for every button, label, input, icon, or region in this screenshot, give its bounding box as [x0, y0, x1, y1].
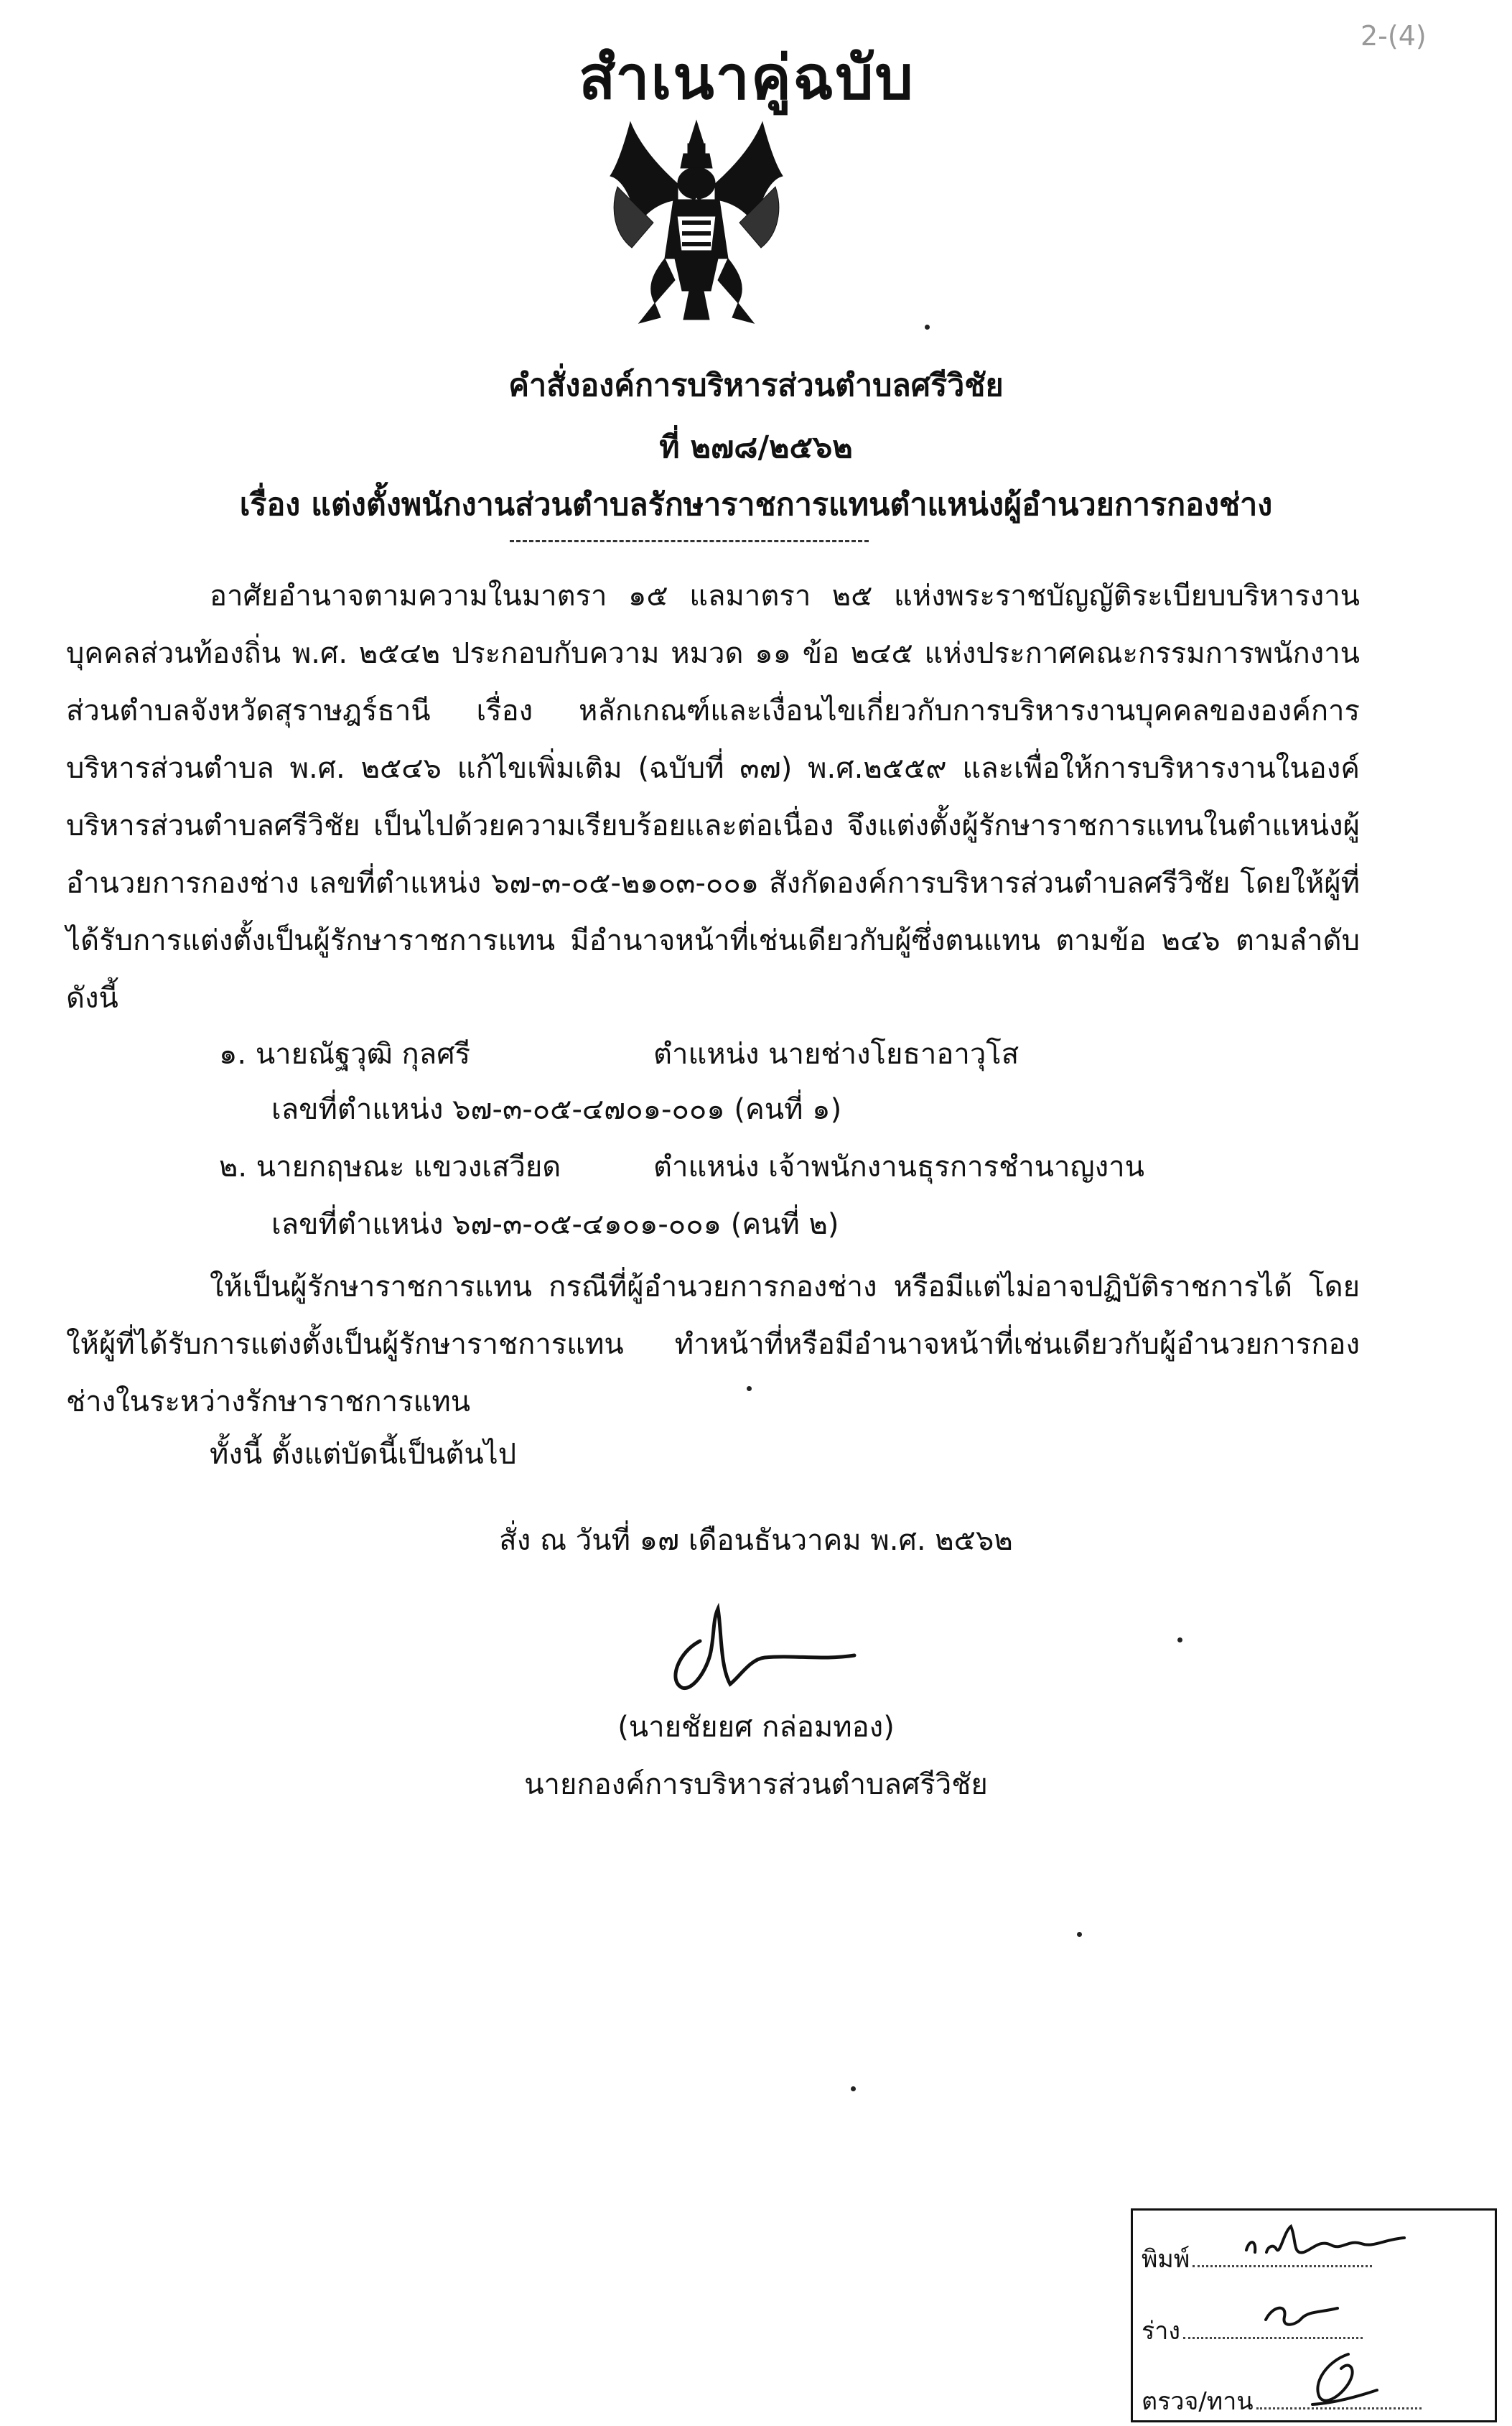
body-paragraph-2: ให้เป็นผู้รักษาราชการแทน กรณีที่ผู้อำนวยการกองช่าง หรือมีแต่ไม่อาจปฏิบัติราชการได้ โดยให้ผู้ที่ได้รับการแต่งตั้งเป็นผู้รักษาราชการแทน ทำหน้าที่หรือมีอำนาจหน้าที่เช่นเดียวกับผู้อำนวยการกองช่างในระหว่างรักษาราชการแทน [66, 1270, 1360, 1418]
appointee-1-position-no: เลขที่ตำแหน่ง ๖๗-๓-๐๕-๔๗๐๑-๐๐๑ (คนที่ ๑) [271, 1093, 842, 1126]
typed-initial-signature-icon [1241, 2218, 1413, 2268]
appointee-2-name: ๒. นายกฤษณะ แขวงเสวียด [219, 1151, 561, 1184]
scan-speck [851, 2086, 856, 2091]
body-paragraph-3: ทั้งนี้ ตั้งแต่บัดนี้เป็นต้นไป [210, 1438, 517, 1471]
scan-speck [1177, 1637, 1182, 1642]
order-number: ที่ ๒๗๘/๒๕๖๒ [659, 429, 853, 465]
checked-initial-signature-icon [1298, 2347, 1384, 2412]
appointee-2-position-no: เลขที่ตำแหน่ง ๖๗-๓-๐๕-๔๑๐๑-๐๐๑ (คนที่ ๒) [271, 1208, 839, 1241]
typed-initial-mark [1241, 2218, 1413, 2271]
order-title: คำสั่งองค์การบริหารส่วนตำบลศรีวิชัย [508, 368, 1004, 404]
typed-label: พิมพ์ [1142, 2245, 1190, 2274]
body-paragraph-1: อาศัยอำนาจตามความในมาตรา ๑๕ แลมาตรา ๒๕ แห่งพระราชบัญญัติระเบียบบริหารงานบุคคลส่วนท้องถิ่น พ.ศ. ๒๕๔๒ ประกอบกับความ หมวด ๑๑ ข้อ ๒๔๕ แห่งประกาศคณะกรรมการพนักงานส่วนตำบลจังหวัดสุราษฎร์ธานี เรื่อง หลักเกณฑ์และเงื่อนไขเกี่ยวกับการบริหารงานบุคคลขององค์การบริหารส่วนตำบล พ.ศ. ๒๕๔๖ แก้ไขเพิ่มเติม (ฉบับที่ ๓๗) พ.ศ.๒๕๕๙ และเพื่อให้การบริหารงานในองค์บริหารส่วนตำบลศรีวิชัย เป็นไปด้วยความเรียบร้อยและต่อเนื่อง จึงแต่งตั้งผู้รักษาราชการแทนในตำแหน่งผู้อำนวยการกองช่าง เลขที่ตำแหน่ง ๖๗-๓-๐๕-๒๑๐๓-๐๐๑ สังกัดองค์การบริหารส่วนตำบลศรีวิชัย โดยให้ผู้ที่ได้รับการแต่งตั้งเป็นผู้รักษาราชการแทน มีอำนาจหน้าที่เช่นเดียวกับผู้ซึ่งตนแทน ตามข้อ ๒๔๖ ตามลำดับดังนี้ [66, 580, 1360, 1015]
garuda-emblem-icon [589, 115, 804, 330]
scan-speck [1077, 1932, 1082, 1937]
appointee-1-name: ๑. นายณัฐวุฒิ กุลศรี [219, 1038, 471, 1071]
signer-title: นายกองค์การบริหารส่วนตำบลศรีวิชัย [524, 1768, 988, 1801]
approval-box [1131, 2208, 1497, 2422]
header-divider [510, 540, 869, 542]
given-date: สั่ง ณ วันที่ ๑๗ เดือนธันวาคม พ.ศ. ๒๕๖๒ [499, 1524, 1013, 1557]
signer-name: (นายชัยยศ กล่อมทอง) [617, 1711, 895, 1744]
drafted-initial-signature-icon [1259, 2291, 1345, 2341]
checked-label: ตรวจ/ทาน [1142, 2387, 1254, 2416]
drafted-label: ร่าง [1142, 2317, 1180, 2346]
appointee-1-position: ตำแหน่ง นายช่างโยธาอาวุโส [653, 1038, 1019, 1071]
copy-stamp: สำเนาคู่ฉบับ [579, 42, 915, 113]
signature-mark [650, 1602, 865, 1702]
appointee-2-position: ตำแหน่ง เจ้าพนักงานธุรการชำนาญงาน [653, 1151, 1144, 1184]
scan-speck [747, 1386, 752, 1391]
order-subject: เรื่อง แต่งตั้งพนักงานส่วนตำบลรักษาราชการแทนตำแหน่งผู้อำนวยการกองช่าง [239, 487, 1273, 523]
corner-note: 2-(4) [1361, 20, 1427, 52]
scan-speck [925, 325, 930, 330]
